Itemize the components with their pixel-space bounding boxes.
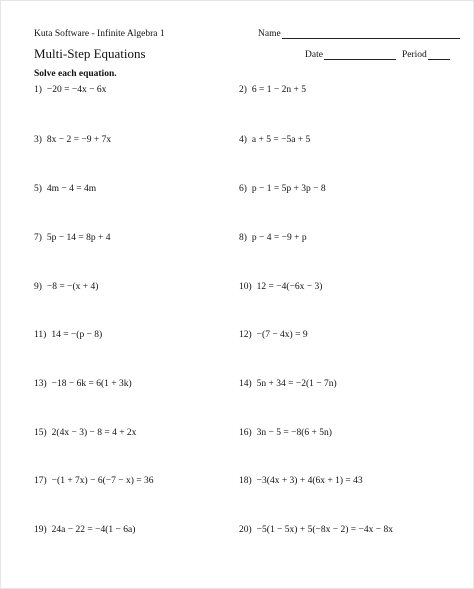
problem-item (34, 330, 102, 340)
problem-number: 2) (239, 85, 247, 95)
problem-number: 3) (34, 135, 42, 145)
problem-equation: 2(4x − 3) − 8 = 4 + 2x (51, 428, 137, 438)
problem-equation: −20 = −4x − 6x (46, 85, 107, 95)
problem-number: 5) (34, 184, 42, 194)
problem-item (239, 476, 363, 486)
problem-number: 19) (34, 525, 47, 535)
problem-number: 10) (239, 282, 252, 292)
problem-item (239, 233, 307, 243)
instructions: Solve each equation. (34, 69, 117, 79)
period-blank-line (428, 50, 450, 60)
problem-equation: 8x − 2 = −9 + 7x (46, 135, 112, 145)
problem-item (239, 135, 310, 145)
date-blank-line (324, 50, 396, 60)
date-label: Date (305, 50, 323, 60)
problem-equation: 14 = −(p − 8) (51, 330, 103, 340)
problem-equation: −(7 − 4x) = 9 (256, 330, 308, 340)
problem-number: 13) (34, 379, 47, 389)
problem-number: 9) (34, 282, 42, 292)
problem-item (34, 379, 132, 389)
problem-item (239, 379, 337, 389)
problem-equation: −18 − 6k = 6(1 + 3k) (51, 379, 132, 389)
problem-equation: p − 4 = −9 + p (251, 233, 307, 243)
problem-number: 14) (239, 379, 252, 389)
problem-item (239, 85, 306, 95)
problem-equation: 3n − 5 = −8(6 + 5n) (256, 428, 332, 438)
problem-equation: 24a − 22 = −4(1 − 6a) (51, 525, 136, 535)
problem-item (34, 85, 106, 95)
problem-number: 8) (239, 233, 247, 243)
period-label: Period (401, 50, 427, 60)
problem-number: 17) (34, 476, 47, 486)
problem-number: 20) (239, 525, 252, 535)
problem-item (34, 233, 111, 243)
date-period-field (305, 50, 450, 60)
publisher-label: Kuta Software - Infinite Algebra 1 (34, 29, 165, 39)
name-blank-line (282, 29, 460, 39)
problem-number: 12) (239, 330, 252, 340)
problem-item (239, 282, 322, 292)
problem-equation: −5(1 − 5x) + 5(−8x − 2) = −4x − 8x (256, 525, 393, 535)
problem-equation: 5p − 14 = 8p + 4 (46, 233, 111, 243)
problem-item (34, 476, 153, 486)
problem-item (239, 330, 308, 340)
problem-number: 15) (34, 428, 47, 438)
name-field (258, 29, 460, 39)
problem-equation: 6 = 1 − 2n + 5 (251, 85, 306, 95)
problem-item (34, 525, 135, 535)
problem-item (34, 184, 96, 194)
problem-number: 1) (34, 85, 42, 95)
problem-equation: −8 = −(x + 4) (46, 282, 99, 292)
problem-item (34, 428, 136, 438)
problem-item (34, 282, 98, 292)
problem-number: 16) (239, 428, 252, 438)
problem-equation: 4m − 4 = 4m (46, 184, 97, 194)
problem-item (239, 184, 326, 194)
problem-item (239, 525, 393, 535)
problem-item (34, 135, 111, 145)
problem-equation: 5n + 34 = −2(1 − 7n) (256, 379, 337, 389)
problem-equation: p − 1 = 5p + 3p − 8 (251, 184, 326, 194)
problem-equation: −(1 + 7x) − 6(−7 − x) = 36 (51, 476, 154, 486)
problem-number: 11) (34, 330, 47, 340)
worksheet-title: Multi-Step Equations (34, 46, 146, 61)
name-label: Name (258, 29, 281, 39)
problem-number: 18) (239, 476, 252, 486)
problem-number: 6) (239, 184, 247, 194)
problem-equation: 12 = −4(−6x − 3) (256, 282, 323, 292)
problem-equation: −3(4x + 3) + 4(6x + 1) = 43 (256, 476, 363, 486)
problem-number: 7) (34, 233, 42, 243)
problem-equation: a + 5 = −5a + 5 (251, 135, 311, 145)
problem-number: 4) (239, 135, 247, 145)
problem-item (239, 428, 332, 438)
